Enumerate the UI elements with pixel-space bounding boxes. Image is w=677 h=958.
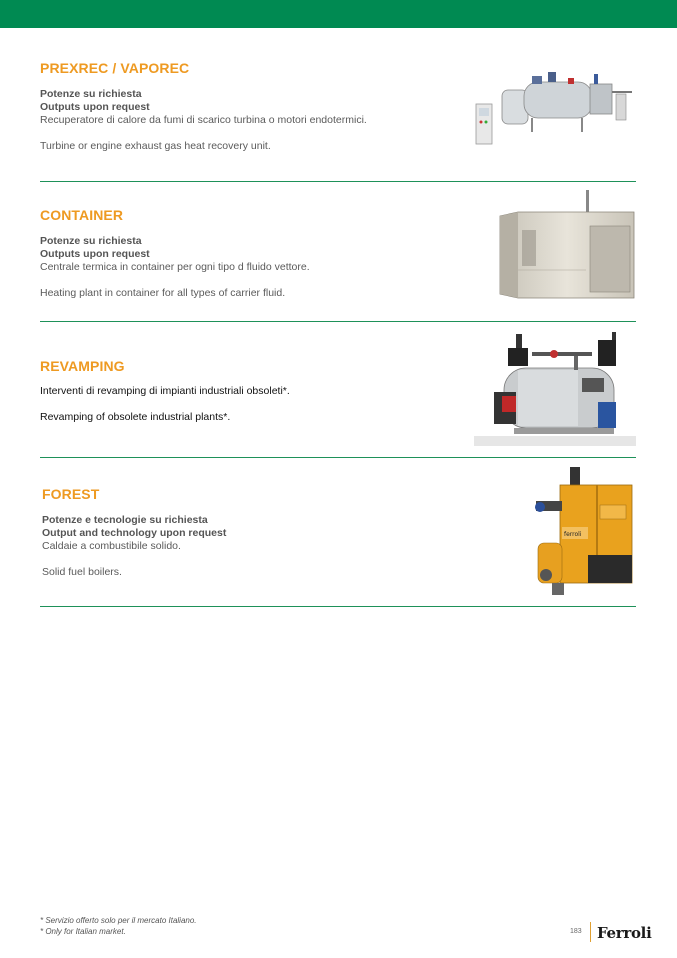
outputs-en: Outputs upon request bbox=[40, 101, 150, 113]
industrial-boiler-image bbox=[474, 332, 636, 446]
divider bbox=[40, 181, 636, 182]
section-text bbox=[40, 235, 460, 300]
svg-text:ferroli: ferroli bbox=[564, 531, 582, 538]
description-it: Centrale termica in container per ogni tipo d fluido vettore. bbox=[40, 261, 310, 273]
page-number: 183 bbox=[570, 928, 582, 935]
solid-fuel-boiler-image bbox=[526, 465, 636, 599]
section-text bbox=[40, 385, 460, 424]
section-title: REVAMPING bbox=[40, 358, 125, 374]
logo-accent-bar bbox=[590, 922, 591, 942]
container-plant-image bbox=[498, 190, 636, 302]
section-title: FOREST bbox=[42, 486, 100, 502]
outputs-it: Potenze su richiesta bbox=[40, 88, 142, 100]
description-en: Turbine or engine exhaust gas heat recovery unit. bbox=[40, 140, 271, 152]
footnotes bbox=[40, 915, 197, 937]
outputs-it: Potenze su richiesta bbox=[40, 235, 142, 247]
description-en: Revamping of obsolete industrial plants*. bbox=[40, 411, 231, 423]
description-it: Recuperatore di calore da fumi di scarico turbina o motori endotermici. bbox=[40, 114, 367, 126]
section-title: PREXREC / VAPOREC bbox=[40, 60, 190, 76]
divider bbox=[40, 606, 636, 607]
divider bbox=[40, 457, 636, 458]
description-en: Solid fuel boilers. bbox=[42, 566, 122, 578]
heat-recovery-unit-image bbox=[472, 68, 636, 150]
description-it: Caldaie a combustibile solido. bbox=[42, 540, 181, 552]
footnote-it: * Servizio offerto solo per il mercato Italiano. bbox=[40, 916, 197, 925]
outputs-it: Potenze e tecnologie su richiesta bbox=[42, 514, 208, 526]
header-bar bbox=[0, 0, 677, 28]
description-en: Heating plant in container for all types of carrier fluid. bbox=[40, 287, 286, 299]
outputs-en: Outputs upon request bbox=[40, 248, 150, 260]
divider bbox=[40, 321, 636, 322]
ferroli-logo: Ferroli bbox=[597, 924, 652, 942]
section-title: CONTAINER bbox=[40, 207, 124, 223]
description-it: Interventi di revamping di impianti industriali obsoleti*. bbox=[40, 385, 290, 397]
section-text bbox=[40, 88, 460, 153]
outputs-en: Output and technology upon request bbox=[42, 527, 227, 539]
footnote-en: * Only for Italian market. bbox=[40, 927, 126, 936]
section-text bbox=[42, 514, 462, 579]
